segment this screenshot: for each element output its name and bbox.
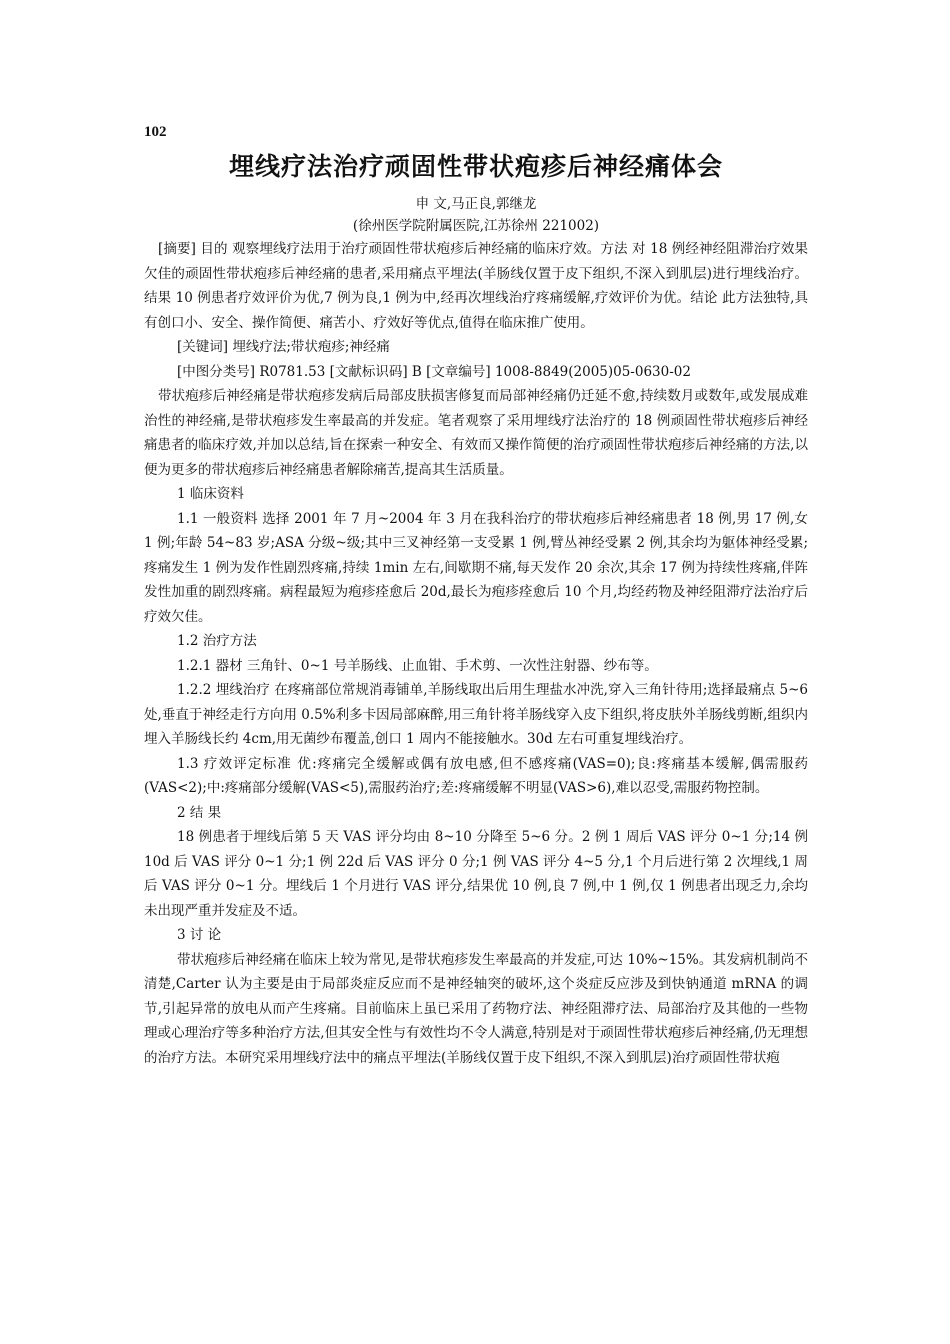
paragraph-1-2-2: 1.2.2 埋线治疗 在疼痛部位常规消毒铺单,羊肠线取出后用生理盐水冲洗,穿入三角针待用;选择最痛点 5~6 处,垂直于神经走行方向用 0.5%利多卡因局部麻醉,用三角针将羊肠线穿入皮下组织,将皮肤外羊肠线剪断,组织内埋入羊肠线长约 4cm,用无菌纱布覆盖,创口 1 周内不能接触水。30d 左右可重复埋线治疗。 xyxy=(144,682,808,747)
section-heading-3: 3 讨 论 xyxy=(177,927,222,943)
classification-line: [中图分类号] R0781.53 [文献标识码] B [文章编号] 1008-8849(2005)05-0630-02 xyxy=(177,363,691,380)
author-line: 申 文,马正良,郭继龙 xyxy=(415,196,537,212)
article-page xyxy=(144,124,808,1070)
keywords-line: [关键词] 埋线疗法;带状疱疹;神经痛 xyxy=(177,339,390,355)
paragraph-results: 18 例患者于埋线后第 5 天 VAS 评分均由 8~10 分降至 5~6 分。2 例 1 周后 VAS 评分 0~1 分;14 例 10d 后 VAS 评分 0~1 分;1 例 22d 后 VAS 评分 0 分;1 例 VAS 评分 4~5 分,1 个月后进行第 2 次埋线,1 周后 VAS 评分 0~1 分。埋线后 1 个月进行 VAS 评分,结果优 10 例,良 7 例,中 1 例,仅 1 例患者出现乏力,余均未出现严重并发症及不适。 xyxy=(144,829,808,919)
article-title: 埋线疗法治疗顽固性带状疱疹后神经痛体会 xyxy=(228,152,723,181)
page-number: 102 xyxy=(144,124,167,140)
abstract-paragraph: [摘要] 目的 观察埋线疗法用于治疗顽固性带状疱疹后神经痛的临床疗效。方法 对 18 例经神经阻滞治疗效果欠佳的顽固性带状疱疹后神经痛的患者,采用痛点平埋法(羊肠线仅置于皮下组织,不深入到肌层)进行埋线治疗。结果 10 例患者疗效评价为优,7 例为良,1 例为中,经再次埋线治疗疼痛缓解,疗效评价为优。结论 此方法独特,具有创口小、安全、操作简便、痛苦小、疗效好等优点,值得在临床推广使用。 xyxy=(144,241,808,331)
paragraph-1-2-1: 1.2.1 器材 三角针、0~1 号羊肠线、止血钳、手术剪、一次性注射器、纱布等。 xyxy=(177,657,658,674)
section-heading-1-2: 1.2 治疗方法 xyxy=(177,633,257,649)
paragraph-1-1: 1.1 一般资料 选择 2001 年 7 月~2004 年 3 月在我科治疗的带状疱疹后神经痛患者 18 例,男 17 例,女 1 例;年龄 54~83 岁;ASA 分级~级;其中三叉神经第一支受累 1 例,臂丛神经受累 2 例,其余均为躯体神经受累;疼痛发生 1 例为发作性剧烈疼痛,持续 1min 左右,间歇期不痛,每天发作 20 余次,其余 17 例为持续性疼痛,伴阵发性加重的剧烈疼痛。病程最短为疱疹痊愈后 20d,最长为疱疹痊愈后 10 个月,均经药物及神经阻滞疗法治疗后疗效欠佳。 xyxy=(144,510,808,625)
paragraph-discussion: 带状疱疹后神经痛在临床上较为常见,是带状疱疹发生率最高的并发症,可达 10%~15%。其发病机制尚不清楚,Carter 认为主要是由于局部炎症反应而不是神经轴突的破坏,这个炎症反应涉及到快钠通道 mRNA 的调节,引起异常的放电从而产生疼痛。目前临床上虽已采用了药物疗法、神经阻滞疗法、局部治疗及其他的一些物理或心理治疗等多种治疗方法,但其安全性与有效性均不令人满意,特别是对于顽固性带状疱疹后神经痛,仍无理想的治疗方法。本研究采用埋线疗法中的痛点平埋法(羊肠线仅置于皮下组织,不深入到肌层)治疗顽固性带状疱 xyxy=(144,951,808,1066)
section-heading-1: 1 临床资料 xyxy=(177,486,244,502)
section-heading-2: 2 结 果 xyxy=(177,804,222,821)
affiliation-line: (徐州医学院附属医院,江苏徐州 221002) xyxy=(352,218,600,234)
intro-paragraph: 带状疱疹后神经痛是带状疱疹发病后局部皮肤损害修复而局部神经痛仍迁延不愈,持续数月或数年,或发展成难治性的神经痛,是带状疱疹发生率最高的并发症。笔者观察了采用埋线疗法治疗的 18 例顽固性带状疱疹后神经痛患者的临床疗效,并加以总结,旨在探索一种安全、有效而又操作简便的治疗顽固性带状疱疹后神经痛的方法,以便为更多的带状疱疹后神经痛患者解除痛苦,提高其生活质量。 xyxy=(144,388,808,478)
paragraph-1-3: 1.3 疗效评定标准 优:疼痛完全缓解或偶有放电感,但不感疼痛(VAS=0);良:疼痛基本缓解,偶需服药(VAS<2);中:疼痛部分缓解(VAS<5),需服药治疗;差:疼痛缓解不明显(VAS>6),难以忍受,需服药物控制。 xyxy=(144,755,808,796)
